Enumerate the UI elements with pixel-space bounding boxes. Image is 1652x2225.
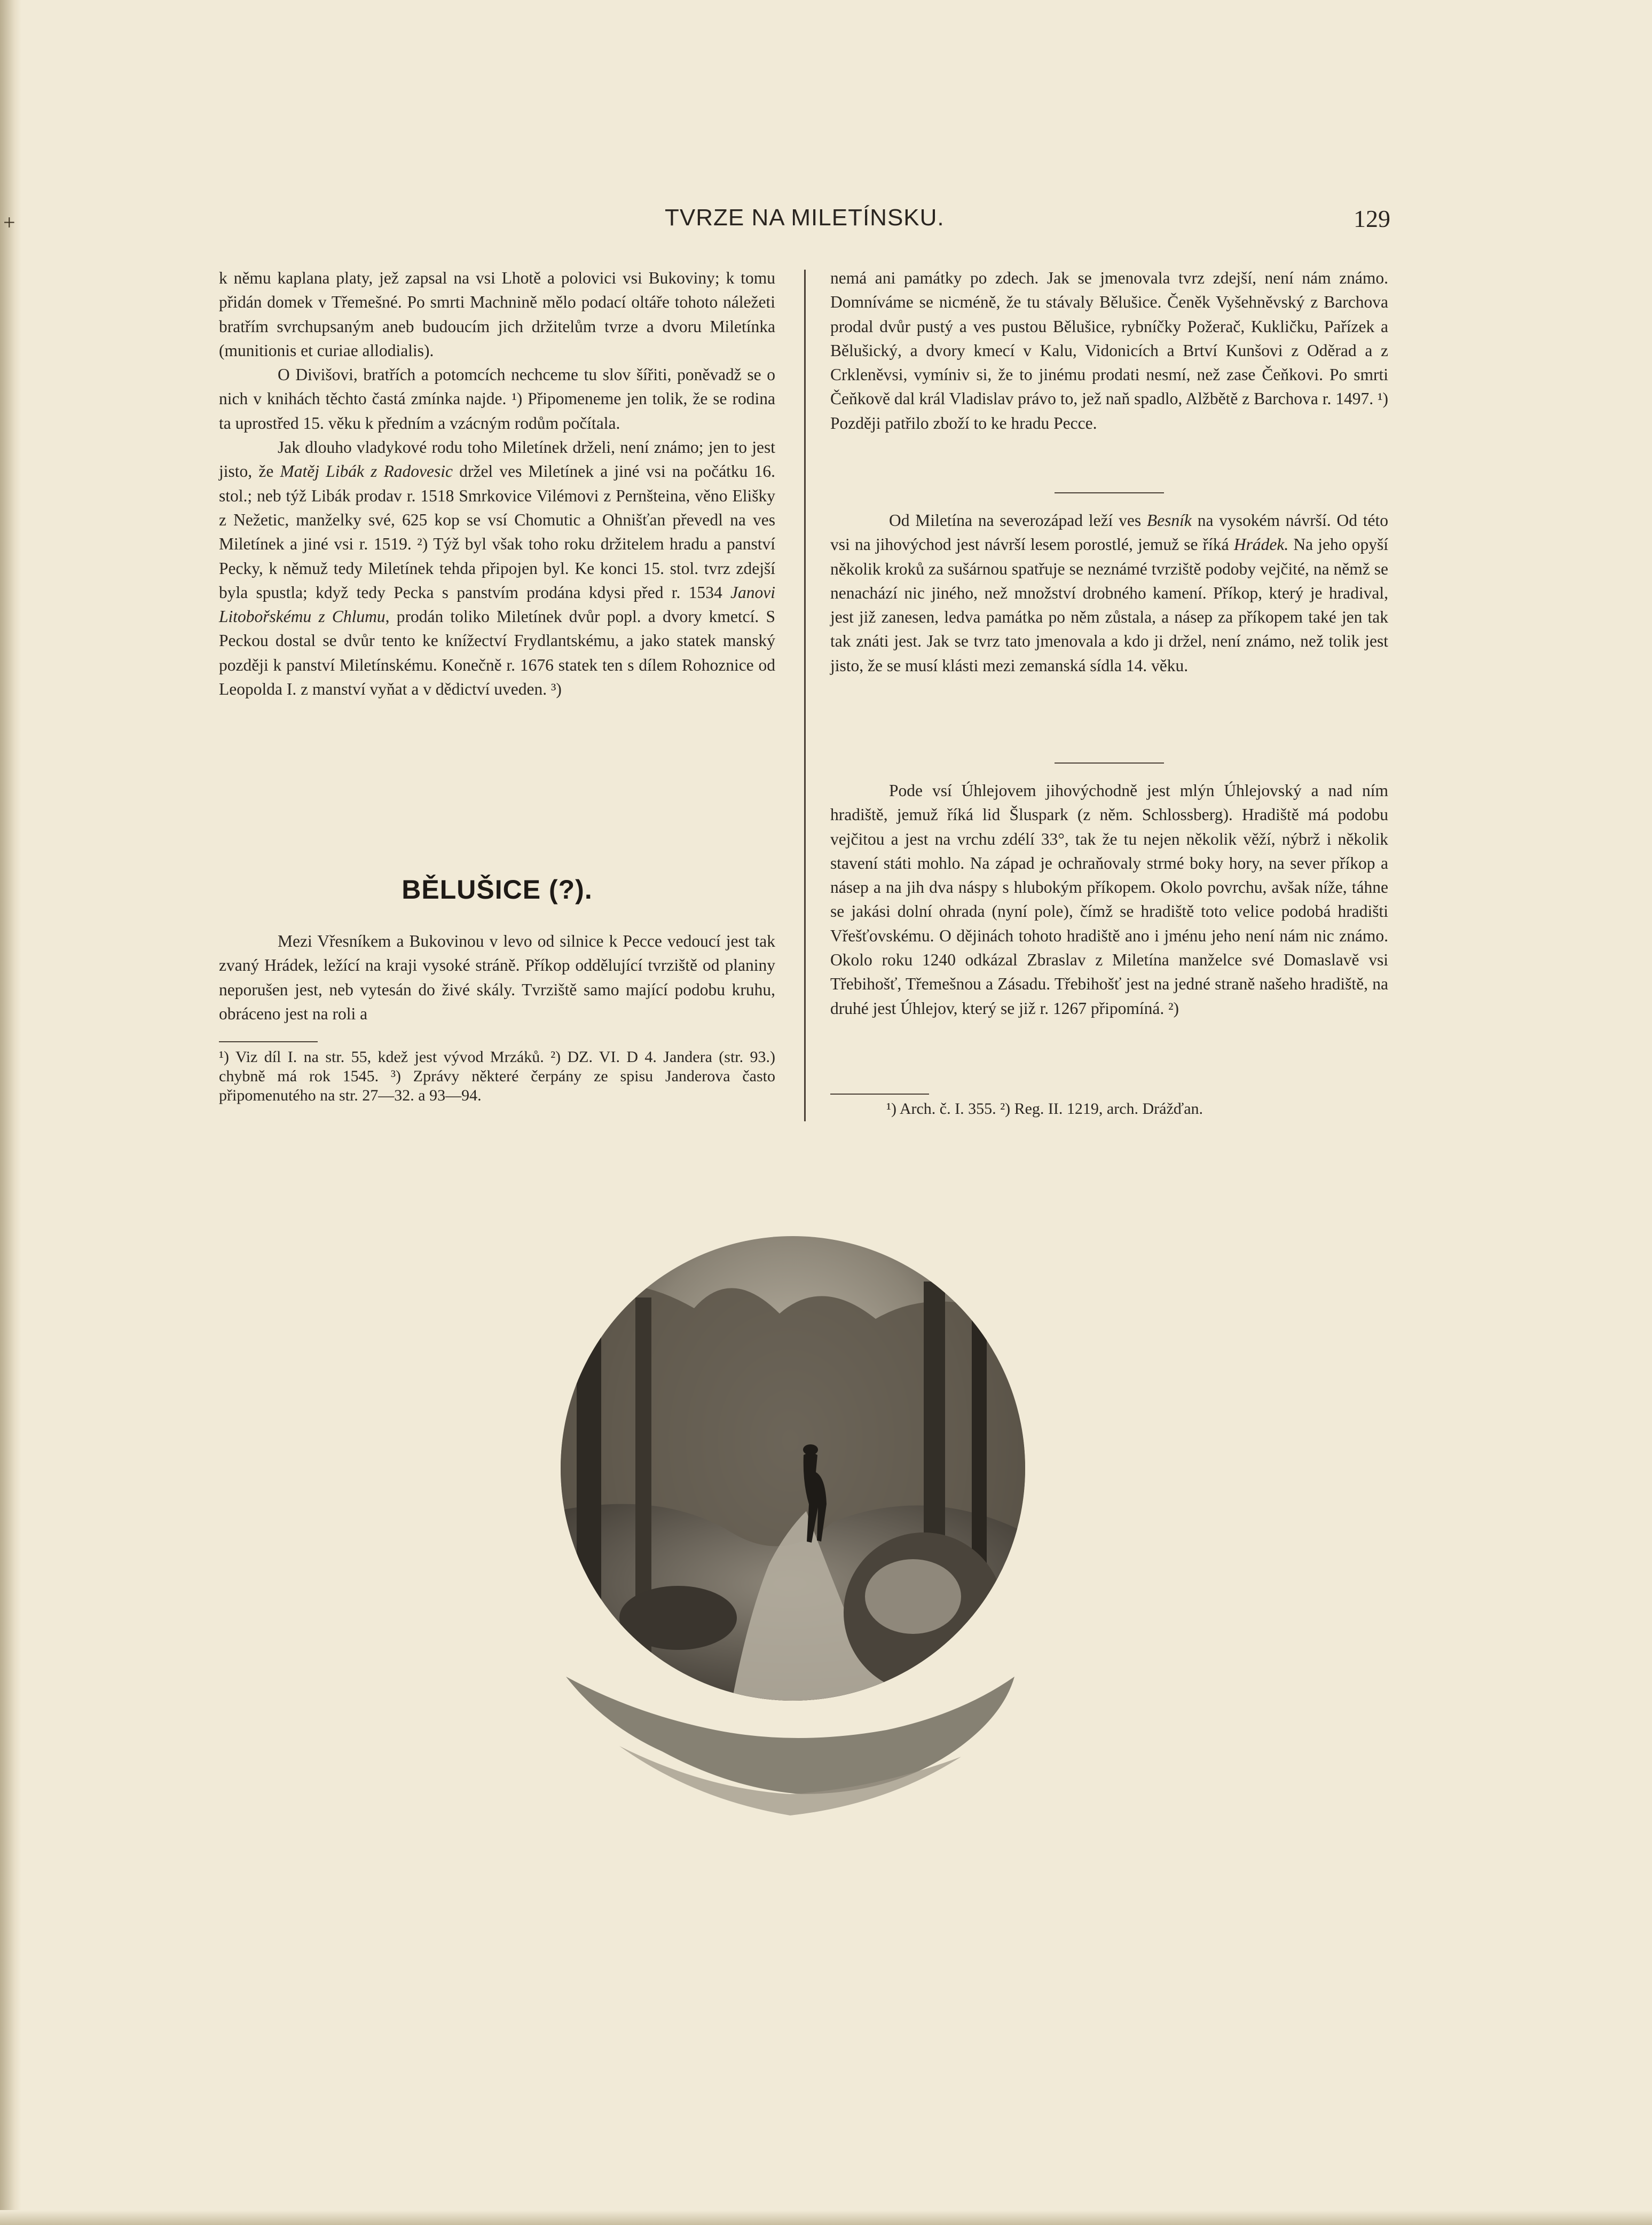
footnotes-left: ¹) Viz díl I. na str. 55, kdež jest vývod Mrzáků. ²) DZ. VI. D 4. Jandera (str. 93.) chybně má rok 1545. ³) Zprávy některé čerpány ze spisu Janderova často připomenutého na str. 27—32. a 93—94. <box>219 1048 775 1104</box>
right-paragraph-1: nemá ani památky po zdech. Jak se jmenovala tvrz zdejší, není nám známo. Domníváme se nicméně, že tu stávaly Bělušice. Čeněk Vyšehněvský z Barchova prodal dvůr pustý a ves pustou Bělušice, rybníčky Požerač, Kukličku, Pařízek a Bělušický, a dvory kmecí v Kalu, Vidonicích a Brtví Kunšovi z Oděrad a z Crkleněvsi, vymíniv si, že to jinému prodati nesmí, než zase Čeňkovi. Po smrti Čeňkově dal král Vladislav právo to, jež naň spadlo, Alžbětě z Barchova r. 1497. ¹) Později patřilo zboží to ke hradu Pecce. <box>830 269 1388 433</box>
column-divider <box>804 270 806 1121</box>
text-run: držel ves Miletínek a jiné vsi na počátku 16. stol.; neb týž Libák prodav r. 1518 Smrkovice Vilémovi z Pernšteina, věno Elišky z Nežetic, manželky své, 625 kop se vsí Chomutic a Ohnišťan převedl na ves Miletínek a jiné vsi r. 1519. ²) Týž byl však toho roku držitelem hradu a panství Pecky, k němuž tedy Miletínek tehda připojen byl. Ke konci 15. stol. tvrz zdejší byla spustla; když tedy Pecka s panstvím prodána kdysi před r. 1534 <box>219 462 776 602</box>
page-bottom-edge <box>0 2210 1652 2225</box>
right-column-lower <box>830 779 1388 1020</box>
left-column <box>219 266 775 701</box>
footnotes-right: ¹) Arch. č. I. 355. ²) Reg. II. 1219, arch. Drážďan. <box>886 1100 1203 1118</box>
illustration-drawing <box>555 1233 1025 1826</box>
left-paragraph-4: Mezi Vřesníkem a Bukovinou v levo od silnice k Pecce vedoucí jest tak zvaný Hrádek, ležící na kraji vysoké stráně. Příkop oddělující tvrziště od planiny neporušen jest, neb vytesán do živé skály. Tvrziště samo mající podobu kruhu, obráceno jest na roli a <box>219 932 775 1023</box>
right-paragraph-3: Pode vsí Úhlejovem jihovýchodně jest mlýn Úhlejovský a nad ním hradiště, jemuž říká lid Šluspark (z něm. Schlossberg). Hradiště má podobu vejčitou a jest na vrchu zdélí 33°, tak že tu nejen několik věží, nýbrž i několik stavení státi mohlo. Na západ je ochraňovaly strmé boky hory, na sever příkop a násep a na jih dva náspy s hlubokým příkopem. Okolo povrchu, avšak níže, táhne se jakási dolní ohrada (nyní pole), čímž se hradiště toto velice podobá hradišti Vřešťovskému. O dějinách tohoto hradiště ano i jménu jeho není nám nic známo. Okolo roku 1240 odkázal Zbraslav z Miletína manželce své Domaslavě vsi Třebihošť, Třemešnou a Zásadu. Třebihošť jest na jedné straně našeho hradiště, na druhé jest Úhlejov, který se již r. 1267 připomíná. ²) <box>830 781 1388 1018</box>
section-separator <box>1055 762 1164 764</box>
text-run: , prodán toliko Miletínek dvůr popl. a dvory kmetcí. S Peckou dostal se dvůr tento ke knížectví Frydlantskému, a jako statek manský později k panství Miletínskému. Konečně r. 1676 statek ten s dílem Rohoznice od Leopolda I. z manství vyňat a v dědictví uveden. ³) <box>219 607 775 699</box>
forest-path-illustration <box>555 1233 1025 1826</box>
text-run: Jak dlouho vladykové rodu toho Miletínek drželi, není známo; jen to jest jisto, že <box>219 438 775 481</box>
left-paragraph-3 <box>219 435 775 701</box>
text-run: Na jeho opyší několik kroků za sušárnou spatřuje se neznámé tvrziště podoby vejčité, na němž se nenachází nic jiného, než množství drobného kamení. Příkop, který je hradival, jest již zanesen, ledva památka po něm zůstala, a násep za příkopem také jen tak tak znáti jest. Jak se tvrz tato jmenovala a kdo ji držel, není známo, než tolik jest jisto, že se musí klásti mezi zemanská sídla 14. věku. <box>830 535 1388 675</box>
person-name: Matěj Libák z Radovesic <box>280 462 453 481</box>
place-name: Hrádek. <box>1233 535 1289 554</box>
right-column-middle <box>830 508 1388 678</box>
right-paragraph-2 <box>830 508 1388 678</box>
text-run: Od Miletína na severozápad leží ves <box>889 511 1147 530</box>
page-binding-shadow <box>0 0 21 2225</box>
footnote-rule-right <box>830 1094 929 1095</box>
left-column-lower <box>219 929 775 1026</box>
person-name: Janovi Litobořskému z Chlumu <box>219 583 775 626</box>
place-name: Besník <box>1146 511 1192 530</box>
left-paragraph-1: k němu kaplana platy, jež zapsal na vsi Lhotě a polovici vsi Bukoviny; k tomu přidán domek v Třemešné. Po smrti Machnině mělo podací oltáře tohoto náležeti bratřím svrchupsaným aneb budoucím jich držitelům tvrze a dvoru Miletínka (munitionis et curiae allodialis). <box>219 269 775 360</box>
running-title: TVRZE NA MILETÍNSKU. <box>665 205 945 231</box>
section-heading: BĚLUŠICE (?). <box>402 875 593 905</box>
text-run: na vysokém návrší. Od této vsi na jihovýchod jest návrší lesem porostlé, jemuž se říká <box>830 511 1388 554</box>
section-separator <box>1055 492 1164 493</box>
page-number: 129 <box>1354 205 1390 232</box>
left-paragraph-2: O Divišovi, bratřích a potomcích nechceme tu slov šířiti, poněvadž se o nich v knihách těchto častá zmínka najde. ¹) Připomeneme jen tolik, že se rodina ta uprostřed 15. věku k předním a vzácným rodům počítala. <box>219 365 775 433</box>
right-column <box>830 266 1388 435</box>
footnote-rule-left <box>219 1041 318 1042</box>
margin-mark: + <box>3 210 15 234</box>
